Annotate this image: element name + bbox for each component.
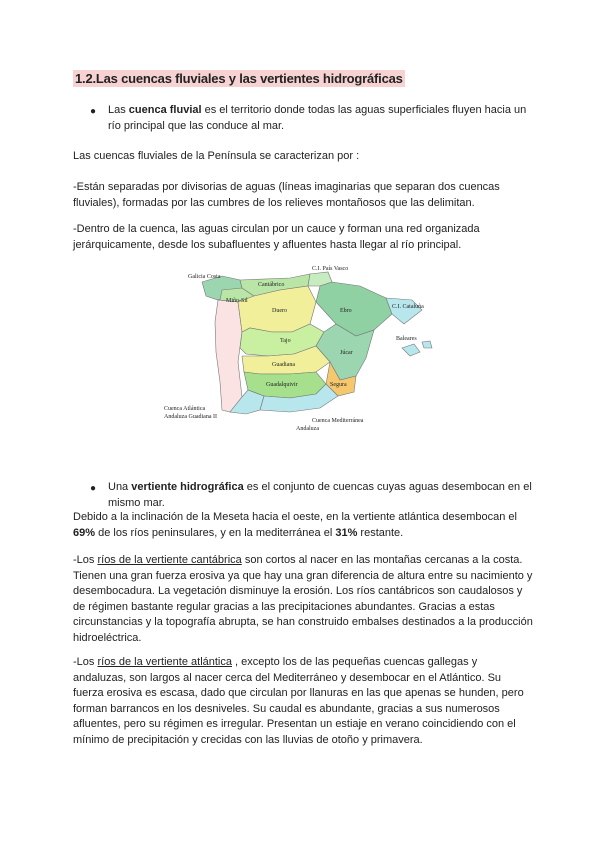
text-run: , excepto los de las pequeñas cuencas gallegas y andaluzas, son largos al nacer cerca del Mediterráneo y desembocar en el Atlántico. Su fuerza erosiva es escasa, dado que circulan por llanuras en las que apenas se hunden, pero forman barrancos en los desniveles. Su caudal es abundante, gracias a sus numerosos afluentes, pero su régimen es irregular. Presentan un estiaje en verano coincidiendo con el mínimo de precipitación y crecidas con las lluvias de otoño y primavera. (73, 656, 524, 746)
text-run: es el territorio donde todas las aguas superficiales fluyen hacia un río principal que las conduce al mar. (108, 104, 527, 132)
map-label: C.I. Cataluña (392, 304, 424, 310)
bold-term: vertiente hidrográfica (131, 481, 244, 493)
bullet-definition-vertiente (108, 480, 533, 511)
text-run: Las (108, 104, 129, 116)
map-label: Júcar (340, 350, 353, 356)
map-label: Cantábrico (258, 282, 285, 288)
map-label: Ebro (340, 308, 352, 314)
bullet-icon: ● (90, 483, 97, 494)
text-run: -Los (73, 554, 98, 566)
paragraph-inclinacion (73, 510, 533, 541)
paragraph-divisorias: -Están separadas por divisorias de aguas (líneas imaginarias que separan dos cuencas fluviales), formadas por las cumbres de los relieves montañosos que las delimitan. (73, 181, 500, 209)
text-run: de los ríos peninsulares, y en la mediterránea el (95, 526, 336, 539)
bullet-definition-cuenca (108, 103, 533, 134)
text-run: es el conjunto de cuencas cuyas aguas desembocan en el mismo mar. (108, 481, 532, 509)
map-label: Galicia Costa (188, 274, 221, 280)
map-label: Tajo (280, 338, 291, 344)
map-label: Guadalquivir (266, 382, 298, 388)
map-label: Cuenca Atlántica (164, 406, 206, 412)
text-run: son cortos al nacer en las montañas cercanas a la costa. Tienen una gran fuerza erosiva ya que hay una gran diferencia de altura entre su nacimiento y desembocadura. La vegetación disminuye la erosión. Los ríos cantábricos son caudalosos y de régimen bastante regular gracias a las precipitaciones abundantes. Gracias a estas circunstancias y la topografía abrupta, se han construido embalses destinados a la producción hidroeléctrica. (73, 554, 533, 644)
bold-term: cuenca fluvial (128, 104, 202, 116)
map-label: Baleares (396, 336, 417, 342)
text-run: restante. (357, 526, 404, 539)
underlined-term: ríos de la vertiente cantábrica (97, 554, 242, 566)
hydrographic-basins-map (160, 262, 440, 442)
underlined-term: ríos de la vertiente atlántica (97, 656, 232, 668)
text-run: Una (108, 481, 132, 493)
paragraph-vertiente-cantabrica (73, 553, 533, 646)
map-label: Duero (272, 308, 287, 314)
map-label: Guadiana (272, 362, 295, 368)
bullet-icon: ● (90, 106, 97, 117)
section-title: 1.2.Las cuencas fluviales y las vertientes hidrográficas (75, 71, 403, 86)
map-label: Segura (330, 382, 347, 388)
percentage-atlantica: 69% (73, 526, 96, 539)
map-label: Miño-Sil (226, 298, 248, 304)
paragraph-cauce: -Dentro de la cuenca, las aguas circulan por un cauce y forman una red organizada jerárquicamente, desde los subafluentes y afluentes hasta llegar al río principal. (73, 223, 480, 251)
map-label: Cuenca Mediterránea (312, 418, 364, 424)
map-label: Andaluza (296, 426, 319, 432)
paragraph-vertiente-atlantica (73, 655, 533, 748)
paragraph-intro: Las cuencas fluviales de la Península se caracterizan por : (73, 150, 360, 162)
percentage-mediterranea: 31% (335, 526, 358, 539)
map-label: C.I. País Vasco (312, 266, 349, 272)
map-label: Andaluza Guadiana II (164, 414, 217, 420)
text-run: Debido a la inclinación de la Meseta hacia el oeste, en la vertiente atlántica desembocan el (73, 511, 517, 523)
text-run: -Los (73, 656, 98, 668)
